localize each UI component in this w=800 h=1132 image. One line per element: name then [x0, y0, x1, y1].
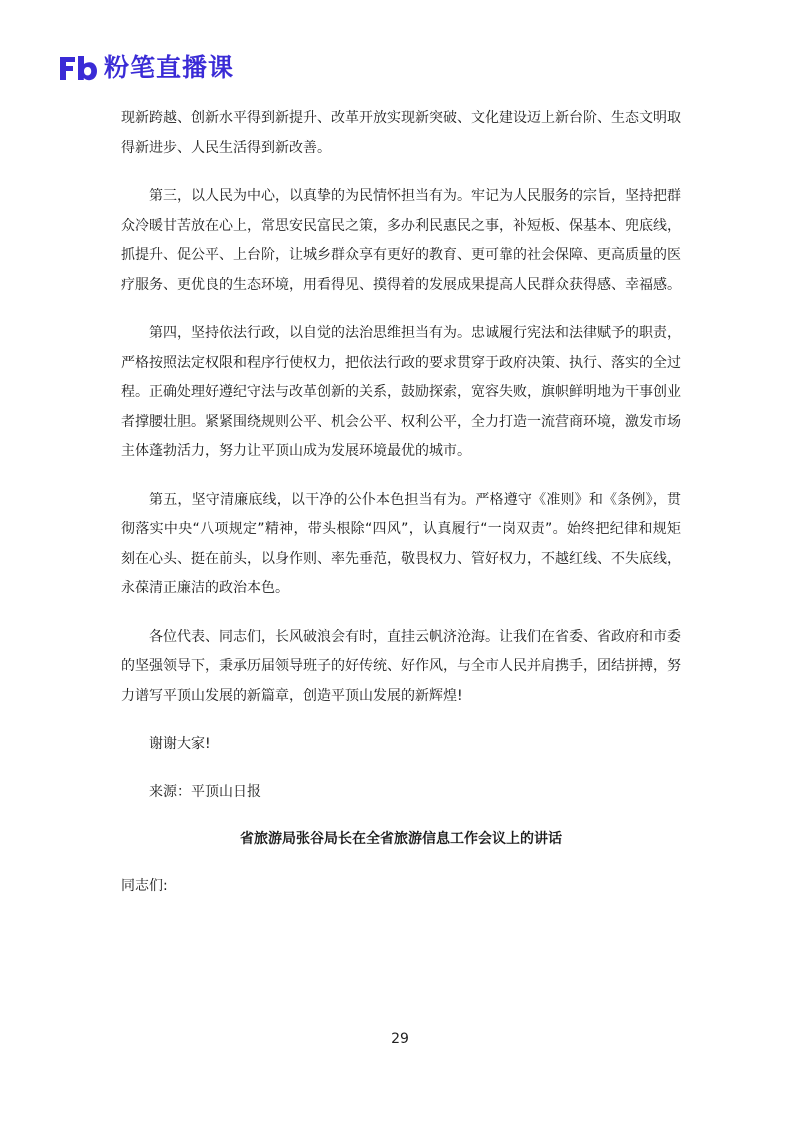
paragraph-closing-remarks: 各位代表、同志们，长风破浪会有时，直挂云帆济沧海。让我们在省委、省政府和市委的坚强领导下，秉承历届领导班子的好传统、好作风，与全市人民并肩携手，团结拼搏，努力谱写平顶山发展的新篇章，创造平顶山发展的新辉煌! — [121, 628, 681, 704]
document-body — [121, 104, 681, 901]
header — [58, 50, 234, 86]
paragraph-fifth: 第五，坚守清廉底线，以干净的公仆本色担当有为。严格遵守《准则》和《条例》，贯彻落实中央“八项规定”精神，带头根除“四风”，认真履行“一岗双责”。始终把纪律和规矩刻在心头、挺在前头，以身作则、率先垂范，敬畏权力、管好权力，不越红线、不失底线，永葆清正廉洁的政治本色。 — [121, 491, 681, 596]
page-number: 29 — [391, 1031, 409, 1047]
source-line: 来源：平顶山日报 — [149, 783, 261, 800]
paragraph-third: 第三，以人民为中心，以真挚的为民情怀担当有为。牢记为人民服务的宗旨，坚持把群众冷暖甘苦放在心上，常思安民富民之策，多办利民惠民之事，补短板、保基本、兜底线，抓提升、促公平、上台阶，让城乡群众享有更好的教育、更可靠的社会保障、更高质量的医疗服务、更优良的生态环境，用看得见、摸得着的发展成果提高人民群众获得感、幸福感。 — [121, 188, 681, 293]
thanks-line: 谢谢大家! — [149, 736, 211, 752]
fb-logo-icon — [58, 53, 98, 83]
salutation: 同志们: — [121, 877, 168, 894]
paragraph-continued: 现新跨越、创新水平得到新提升、改革开放实现新突破、文化建设迈上新台阶、生态文明取得新进步、人民生活得到新改善。 — [121, 110, 681, 156]
brand-name: 粉笔直播课 — [104, 53, 235, 82]
paragraph-fourth: 第四，坚持依法行政，以自觉的法治思维担当有为。忠诚履行宪法和法律赋予的职责，严格按照法定权限和程序行使权力，把依法行政的要求贯穿于政府决策、执行、落实的全过程。正确处理好遵纪守法与改革创新的关系，鼓励探索，宽容失败，旗帜鲜明地为干事创业者撑腰壮胆。紧紧围绕规则公平、机会公平、权利公平，全力打造一流营商环境，激发市场主体蓬勃活力，努力让平顶山成为发展环境最优的城市。 — [121, 325, 681, 459]
speech-title: 省旅游局张谷局长在全省旅游信息工作会议上的讲话 — [240, 831, 562, 847]
